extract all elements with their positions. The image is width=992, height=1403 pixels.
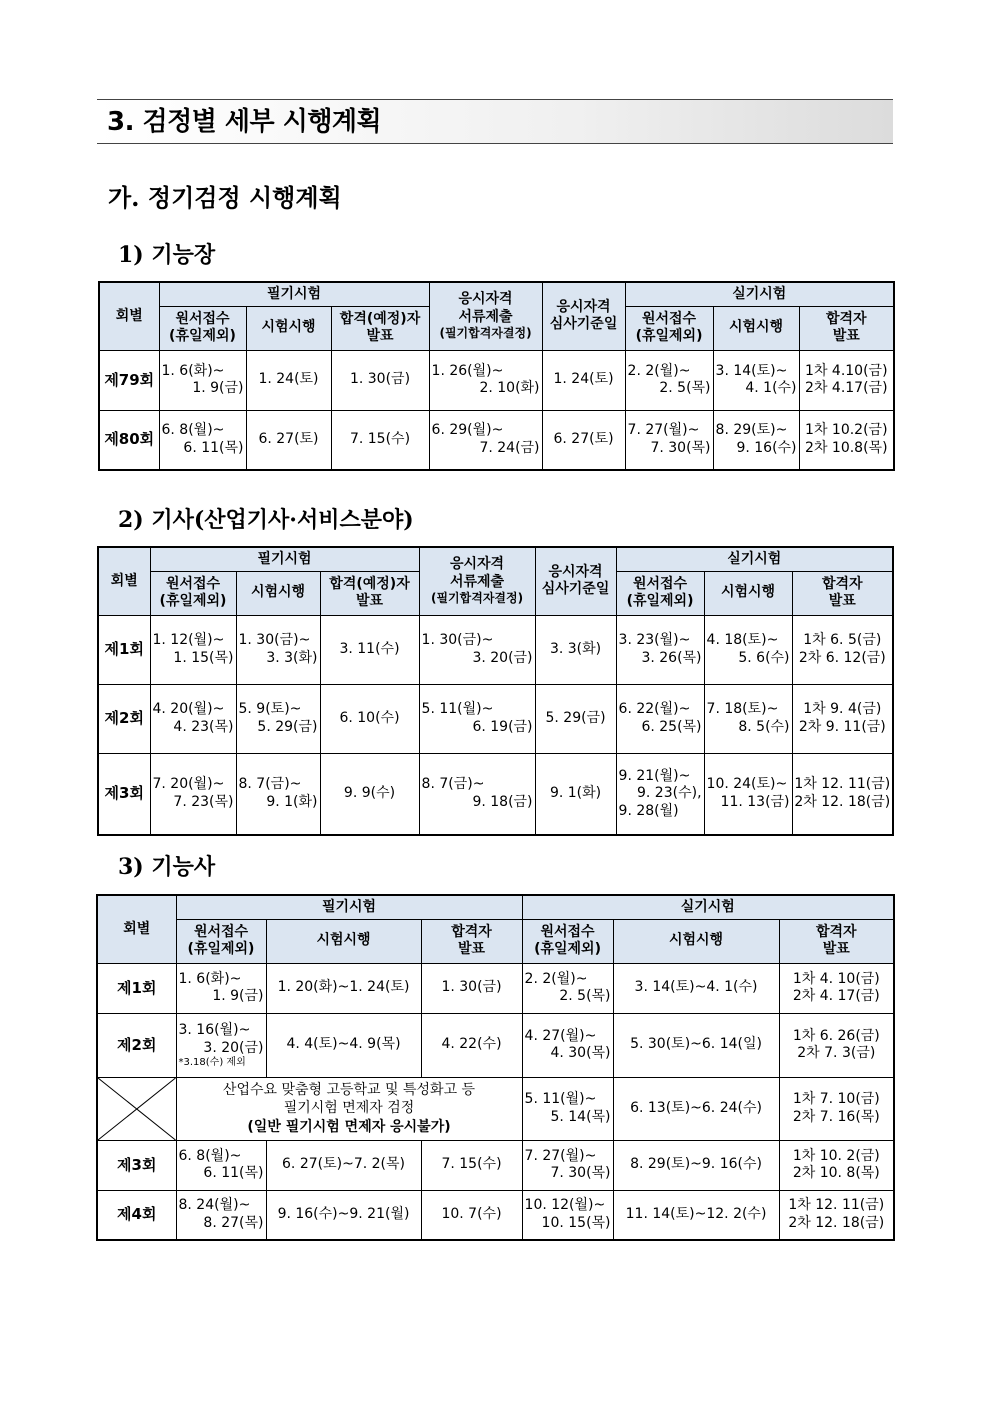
table-engineer — [97, 546, 894, 836]
header-round: 회별 — [97, 895, 176, 963]
table-row: 산업수요 맞춤형 고등학교 및 특성화고 등 필기시험 면제자 검정 (일반 필기시험 면제자 응시불가) 5. 11(월)~ 5. 14(목) 6. 13(토)~6. 24(수) 1차 7. 10(금) 2차 7. 16(목) — [97, 1077, 894, 1140]
header-doc: 응시자격 서류제출 (필기합격자결정) — [419, 547, 535, 615]
table1-title: 1) 기능장 — [118, 242, 216, 268]
header-w-pass: 합격자 발표 — [421, 919, 522, 963]
header-w-pass: 합격(예정)자 발표 — [320, 571, 419, 615]
section-title: 가. 정기검정 시행계획 — [108, 183, 342, 212]
header-p-apply: 원서접수 (휴일제외) — [522, 919, 613, 963]
header-w-apply: 원서접수 (휴일제외) — [176, 919, 266, 963]
header-round: 회별 — [98, 547, 150, 615]
header-w-exam: 시험시행 — [236, 571, 320, 615]
table-craftsman — [96, 894, 895, 1241]
table-row: 제79회 1. 6(화)~ 1. 9(금) 1. 24(토) 1. 30(금) 1. 26(월)~ 2. 10(화) 1. 24(토) 2. 2(월)~ 2. 5(목) 3. 14(토)~ 4. 1(수) 1차 4.10(금) 2차 4.17(금) — [99, 350, 894, 410]
header-p-exam: 시험시행 — [613, 919, 779, 963]
header-qual: 응시자격 심사기준일 — [542, 282, 625, 350]
table-row: 제3회 7. 20(월)~ 7. 23(목) 8. 7(금)~ 9. 1(화) 9. 9(수) 8. 7(금)~ 9. 18(금) 9. 1(화) 9. 21(월)~ 9. 23(수), 9. 28(월) 10. 24(토)~ 11. 13(금) 1차 12. 11(금) 2차 12. 18(금) — [98, 753, 893, 835]
crossed-out-cell — [97, 1077, 176, 1140]
header-w-exam: 시험시행 — [266, 919, 421, 963]
header-qual: 응시자격 심사기준일 — [535, 547, 616, 615]
header-written: 필기시험 — [150, 547, 419, 571]
table-row: 제2회 3. 16(월)~ 3. 20(금) *3.18(수) 제외 4. 4(토)~4. 9(목) 4. 22(수) 4. 27(월)~ 4. 30(목) 5. 30(토)~6. 14(일) 1차 6. 26(금) 2차 7. 3(금) — [97, 1013, 894, 1077]
header-practical: 실기시험 — [625, 282, 894, 306]
exemption-note: 산업수요 맞춤형 고등학교 및 특성화고 등 필기시험 면제자 검정 (일반 필기시험 면제자 응시불가) — [176, 1077, 522, 1140]
header-written: 필기시험 — [159, 282, 429, 306]
table-row: 제1회 1. 6(화)~ 1. 9(금) 1. 20(화)~1. 24(토) 1. 30(금) 2. 2(월)~ 2. 5(목) 3. 14(토)~4. 1(수) 1차 4. 10(금) 2차 4. 17(금) — [97, 963, 894, 1013]
table-row: 제1회 1. 12(월)~ 1. 15(목) 1. 30(금)~ 3. 3(화) 3. 11(수) 1. 30(금)~ 3. 20(금) 3. 3(화) 3. 23(월)~ 3. 26(목) 4. 18(토)~ 5. 6(수) 1차 6. 5(금) 2차 6. 12(금) — [98, 615, 893, 684]
header-practical: 실기시험 — [522, 895, 894, 919]
header-round: 회별 — [99, 282, 159, 350]
table-row: 제4회 8. 24(월)~ 8. 27(목) 9. 16(수)~9. 21(월) 10. 7(수) 10. 12(월)~ 10. 15(목) 11. 14(토)~12. 2(수) 1차 12. 11(금) 2차 12. 18(금) — [97, 1190, 894, 1240]
header-p-pass: 합격자 발표 — [779, 919, 894, 963]
header-p-apply: 원서접수 (휴일제외) — [616, 571, 704, 615]
table-row: 제2회 4. 20(월)~ 4. 23(목) 5. 9(토)~ 5. 29(금) 6. 10(수) 5. 11(월)~ 6. 19(금) 5. 29(금) 6. 22(월)~ 6. 25(목) 7. 18(토)~ 8. 5(수) 1차 9. 4(금) 2차 9. 11(금) — [98, 684, 893, 753]
table2-title: 2) 기사(산업기사·서비스분야) — [118, 507, 414, 533]
header-p-apply: 원서접수 (휴일제외) — [625, 306, 713, 350]
header-w-exam: 시험시행 — [246, 306, 331, 350]
table-row: 제80회 6. 8(월)~ 6. 11(목) 6. 27(토) 7. 15(수) 6. 29(월)~ 7. 24(금) 6. 27(토) 7. 27(월)~ 7. 30(목) 8. 29(토)~ 9. 16(수) 1차 10.2(금) 2차 10.8(목) — [99, 410, 894, 470]
header-p-exam: 시험시행 — [713, 306, 799, 350]
header-p-exam: 시험시행 — [704, 571, 792, 615]
header-practical: 실기시험 — [616, 547, 893, 571]
page-title: 3. 검정별 세부 시행계획 — [97, 99, 893, 144]
header-p-pass: 합격자 발표 — [799, 306, 894, 350]
table3-title: 3) 기능사 — [118, 854, 216, 880]
table-craftsman-master — [98, 281, 895, 471]
header-doc: 응시자격 서류제출 (필기합격자결정) — [429, 282, 542, 350]
header-w-apply: 원서접수 (휴일제외) — [150, 571, 236, 615]
header-p-pass: 합격자 발표 — [792, 571, 893, 615]
table-row: 제3회 6. 8(월)~ 6. 11(목) 6. 27(토)~7. 2(목) 7. 15(수) 7. 27(월)~ 7. 30(목) 8. 29(토)~9. 16(수) 1차 10. 2(금) 2차 10. 8(목) — [97, 1140, 894, 1190]
header-w-apply: 원서접수 (휴일제외) — [159, 306, 246, 350]
header-w-pass: 합격(예정)자 발표 — [331, 306, 429, 350]
cross-mark-icon — [98, 1078, 176, 1140]
header-written: 필기시험 — [176, 895, 522, 919]
